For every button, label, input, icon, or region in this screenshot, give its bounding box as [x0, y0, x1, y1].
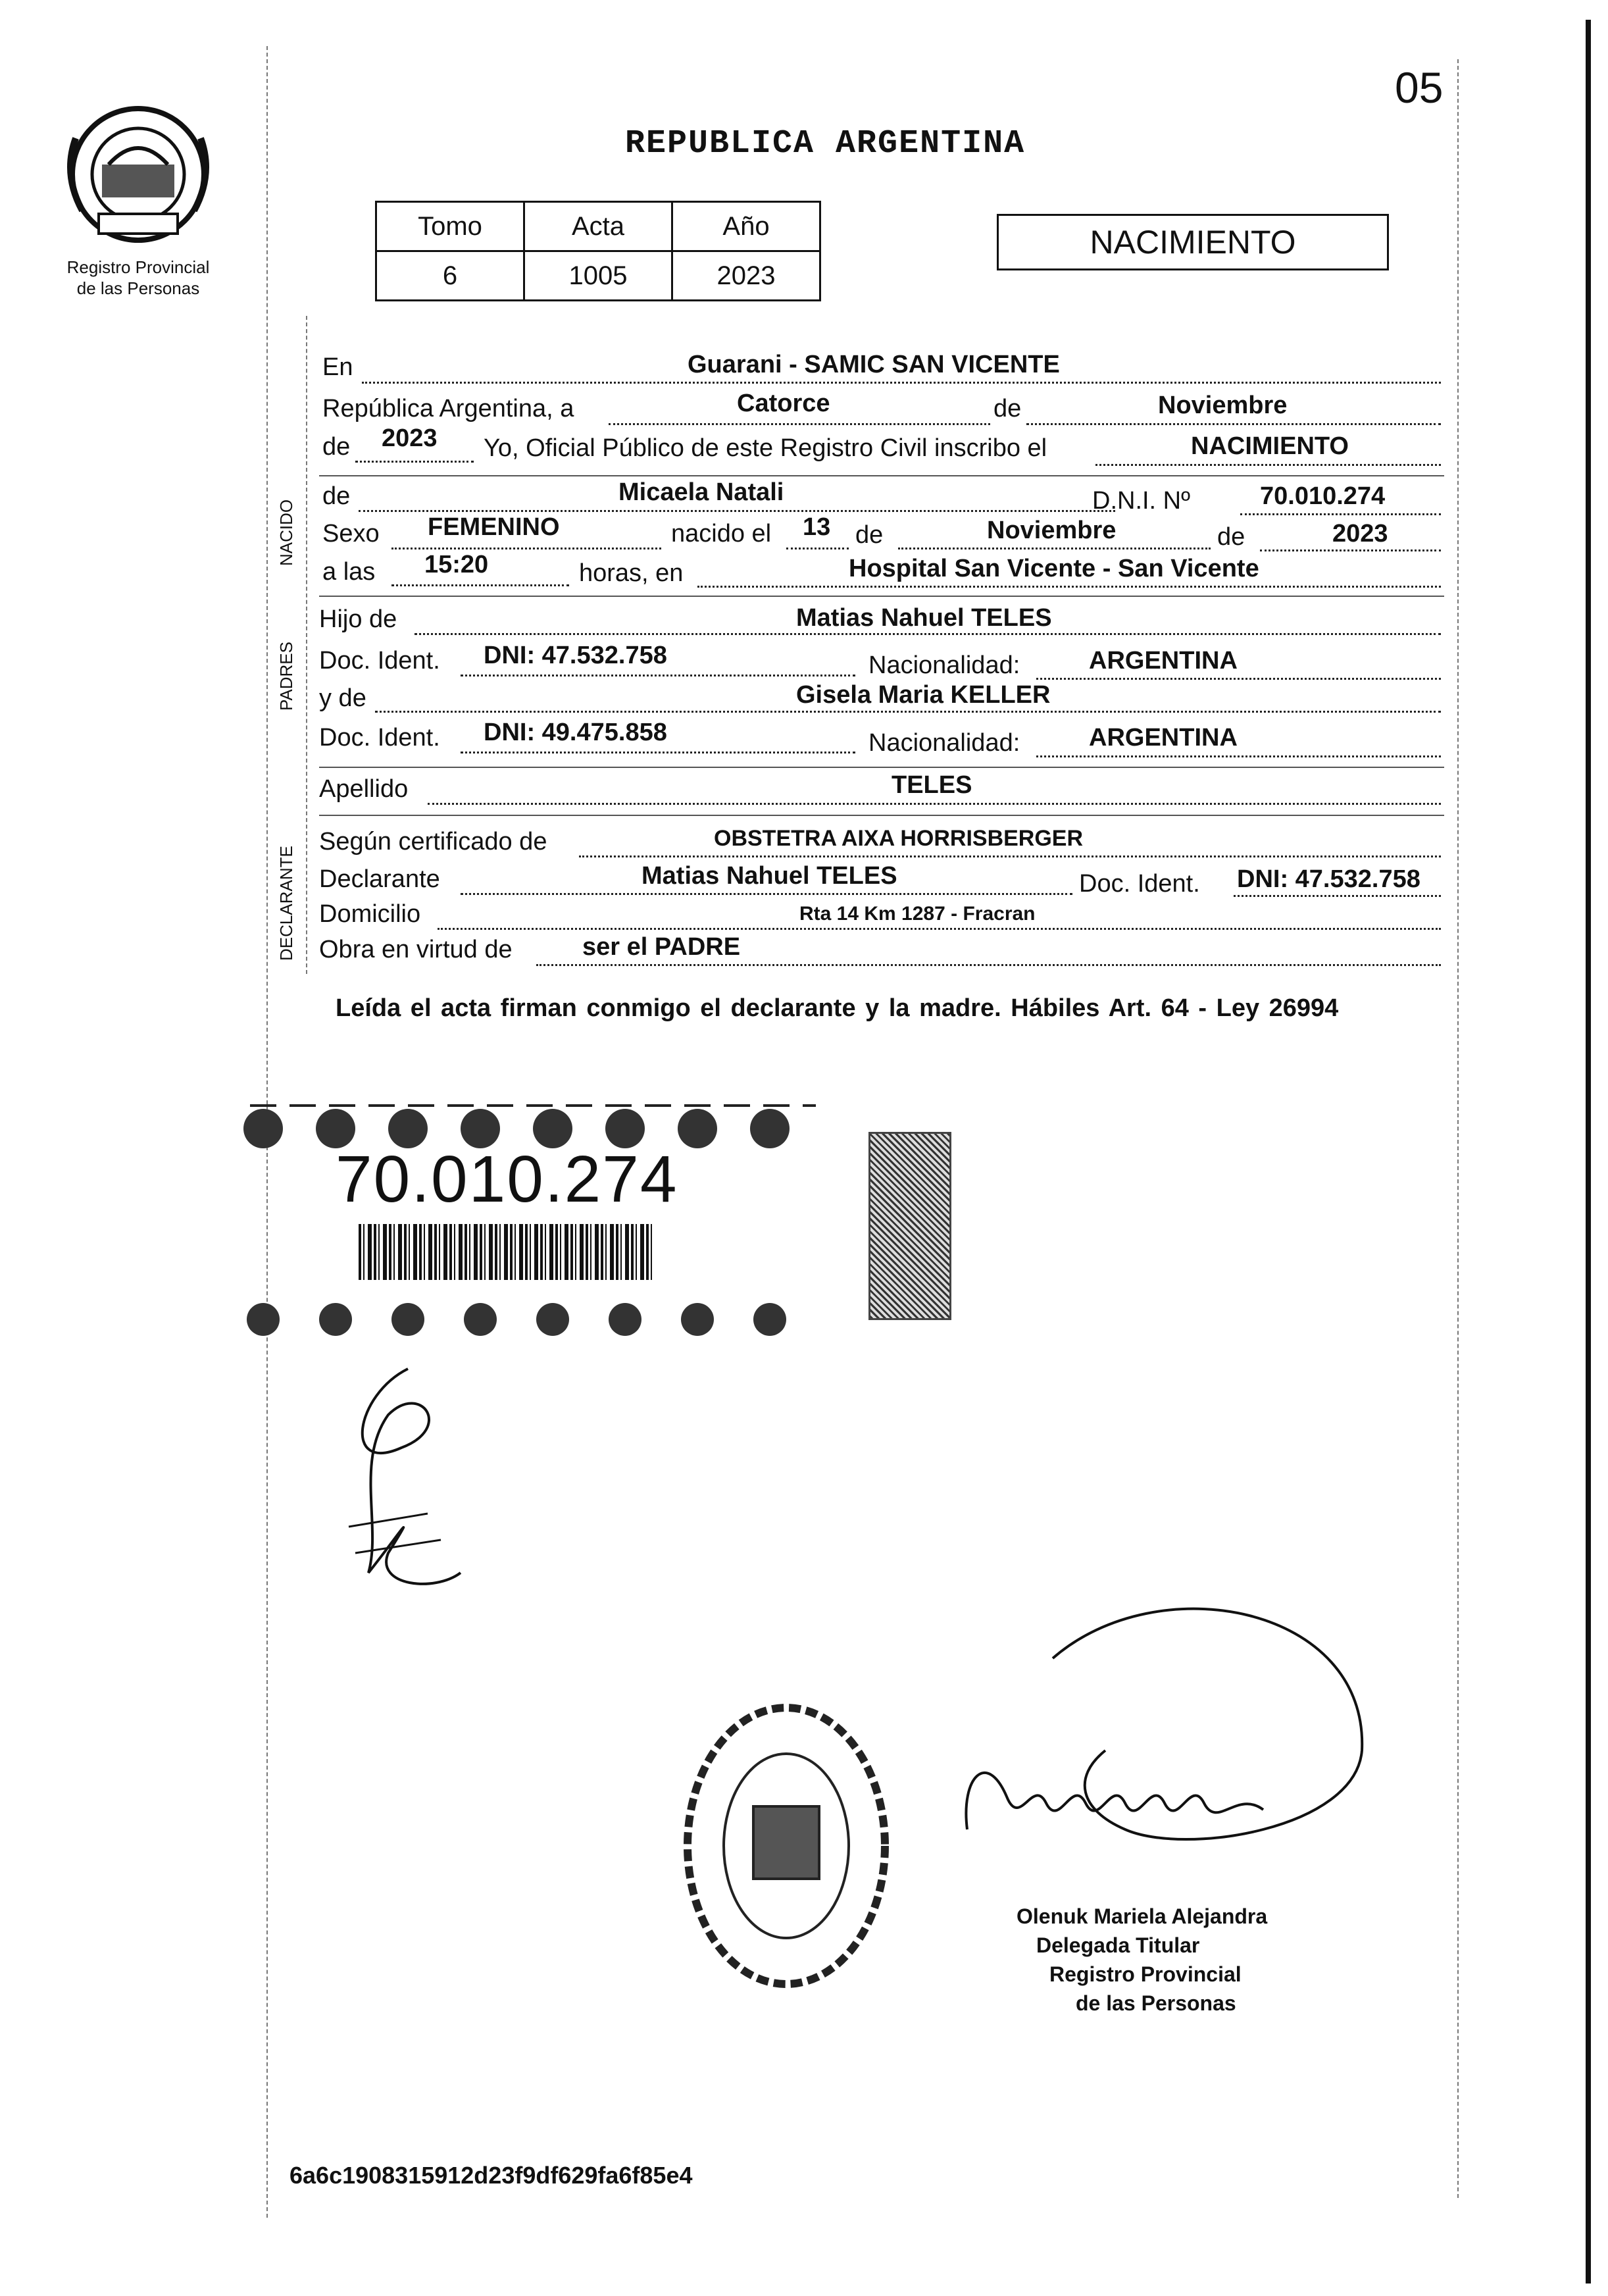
dots-padre — [415, 633, 1441, 635]
value-dia-inscripcion: Catorce — [737, 390, 830, 417]
value-certificado: OBSTETRA AIXA HORRISBERGER — [714, 826, 1084, 851]
label-doc-ident-2: Doc. Ident. — [319, 724, 440, 752]
label-en: En — [322, 353, 353, 381]
registry-line-1: Registro Provincial — [66, 257, 210, 277]
official-registry-2: de las Personas — [1076, 1991, 1236, 2015]
acta-value-anio: 2023 — [672, 251, 820, 301]
value-declarante: Matias Nahuel TELES — [641, 862, 897, 890]
value-declarante-doc: DNI: 47.532.758 — [1237, 865, 1420, 893]
dots-declarante — [461, 893, 1072, 895]
security-hologram-icon — [868, 1132, 951, 1320]
value-madre-nac: ARGENTINA — [1089, 724, 1238, 752]
side-label-padres: PADRES — [276, 642, 296, 711]
official-signature — [908, 1579, 1408, 1882]
value-sexo: FEMENINO — [428, 513, 560, 541]
sticker-number: 70.010.274 — [336, 1142, 678, 1216]
official-title: Delegada Titular — [1036, 1933, 1200, 1957]
value-lugar: Guarani - SAMIC SAN VICENTE — [688, 351, 1060, 378]
label-y-de: y de — [319, 684, 366, 712]
province-seal-icon — [63, 99, 214, 250]
act-type-box: NACIMIENTO — [997, 214, 1389, 270]
dots-year — [355, 461, 474, 463]
dots-dia — [609, 423, 990, 425]
label-horas-en: horas, en — [579, 559, 684, 587]
dots-tipo — [1095, 464, 1441, 466]
dots-madre-doc — [461, 752, 855, 753]
page-number: 05 — [1395, 63, 1444, 112]
stamp-seal-icon — [678, 1691, 895, 2001]
dots-domicilio — [438, 928, 1441, 930]
side-label-declarante: DECLARANTE — [276, 846, 296, 961]
value-anio-inscripcion: 2023 — [382, 424, 438, 452]
closing-text: Leída el acta firman conmigo el declarante y la madre. Hábiles Art. 64 - Ley 26994 — [336, 994, 1339, 1022]
signature-icon-2 — [908, 1579, 1408, 1882]
label-declarante: Declarante — [319, 865, 440, 893]
label-sexo: Sexo — [322, 520, 380, 548]
value-hora: 15:20 — [424, 551, 489, 578]
document-hash: 6a6c1908315912d23f9df629fa6f85e4 — [289, 2162, 693, 2189]
dots-apellido — [428, 803, 1441, 805]
dots-anio-nac — [1260, 549, 1441, 551]
value-padre-doc: DNI: 47.532.758 — [484, 642, 667, 669]
label-de: de — [993, 395, 1022, 422]
rule-3 — [319, 767, 1444, 768]
registry-line-2: de las Personas — [76, 278, 200, 298]
dots-mes-nac — [898, 548, 1211, 549]
dots-padre-doc — [461, 675, 855, 676]
dots-hora — [391, 584, 569, 586]
dots-nombre — [359, 510, 1115, 512]
label-obra: Obra en virtud de — [319, 936, 513, 963]
value-dia-nac: 13 — [803, 513, 831, 541]
official-stamp — [678, 1691, 895, 2001]
barcode — [359, 1224, 655, 1280]
value-mes-nac: Noviembre — [987, 517, 1117, 544]
label-de-month: de — [855, 521, 884, 549]
dots-lugar-nac — [697, 586, 1441, 588]
label-nacionalidad-2: Nacionalidad: — [868, 729, 1020, 757]
declarant-signature — [329, 1356, 487, 1619]
official-registry: Registro Provincial — [1049, 1962, 1242, 1986]
acta-value-tomo: 6 — [376, 251, 524, 301]
rule-4 — [319, 815, 1444, 816]
dots-dia-nac — [786, 548, 849, 549]
side-label-nacido: NACIDO — [276, 499, 296, 566]
value-apellido: TELES — [892, 771, 972, 799]
dots-obra — [536, 964, 1441, 966]
label-doc-ident-1: Doc. Ident. — [319, 647, 440, 675]
value-padre-nac: ARGENTINA — [1089, 647, 1238, 675]
dots-mes — [1026, 423, 1441, 425]
dots-dni — [1240, 513, 1441, 515]
value-anio-nac: 2023 — [1332, 520, 1388, 548]
country-title: REPUBLICA ARGENTINA — [625, 125, 1026, 163]
label-de-year: de — [322, 433, 351, 461]
value-obra: ser el PADRE — [582, 933, 741, 961]
label-de-name: de — [322, 482, 351, 510]
acta-header-tomo: Tomo — [376, 202, 524, 251]
acta-table — [375, 201, 821, 301]
registry-name — [39, 257, 237, 299]
value-madre-doc: DNI: 49.475.858 — [484, 719, 667, 746]
value-mes-inscripcion: Noviembre — [1158, 392, 1288, 419]
value-domicilio: Rta 14 Km 1287 - Fracran — [799, 903, 1036, 925]
label-segun: Según certificado de — [319, 828, 547, 855]
label-de-year-nac: de — [1217, 523, 1245, 551]
province-logo — [63, 99, 214, 250]
label-a-las: a las — [322, 558, 376, 586]
label-domicilio: Domicilio — [319, 900, 421, 928]
dots-en — [362, 382, 1441, 384]
dots-madre-nac — [1036, 755, 1441, 757]
value-tipo: NACIMIENTO — [1191, 432, 1349, 460]
official-block — [1017, 1902, 1267, 2018]
acta-value-acta: 1005 — [524, 251, 672, 301]
dots-sexo — [391, 548, 661, 549]
value-dni: 70.010.274 — [1260, 482, 1386, 510]
label-nacionalidad-1: Nacionalidad: — [868, 651, 1020, 679]
value-padre: Matias Nahuel TELES — [796, 604, 1052, 632]
label-dni: D.N.I. Nº — [1092, 487, 1190, 515]
value-nombre: Micaela Natali — [618, 478, 784, 506]
label-nacido-el: nacido el — [671, 520, 772, 548]
label-doc-ident-3: Doc. Ident. — [1079, 870, 1200, 898]
label-hijo-de: Hijo de — [319, 605, 397, 633]
official-name: Olenuk Mariela Alejandra — [1017, 1904, 1268, 1928]
side-guide — [306, 316, 307, 974]
value-madre: Gisela Maria KELLER — [796, 681, 1051, 709]
rule-1 — [319, 475, 1444, 476]
dots-padre-nac — [1036, 678, 1441, 680]
acta-header-anio: Año — [672, 202, 820, 251]
rule-2 — [319, 596, 1444, 597]
right-guide — [1457, 59, 1459, 2198]
label-apellido: Apellido — [319, 775, 409, 803]
margin-bar — [1586, 20, 1591, 2283]
dots-certificado — [579, 855, 1441, 857]
label-yo: Yo, Oficial Público de este Registro Civil inscribo el — [484, 434, 1047, 462]
dots-declarante-doc — [1234, 895, 1441, 897]
dots-madre — [375, 711, 1441, 713]
label-republica: República Argentina, a — [322, 395, 574, 422]
signature-icon — [329, 1356, 487, 1619]
acta-header-acta: Acta — [524, 202, 672, 251]
value-lugar-nac: Hospital San Vicente - San Vicente — [849, 555, 1259, 582]
